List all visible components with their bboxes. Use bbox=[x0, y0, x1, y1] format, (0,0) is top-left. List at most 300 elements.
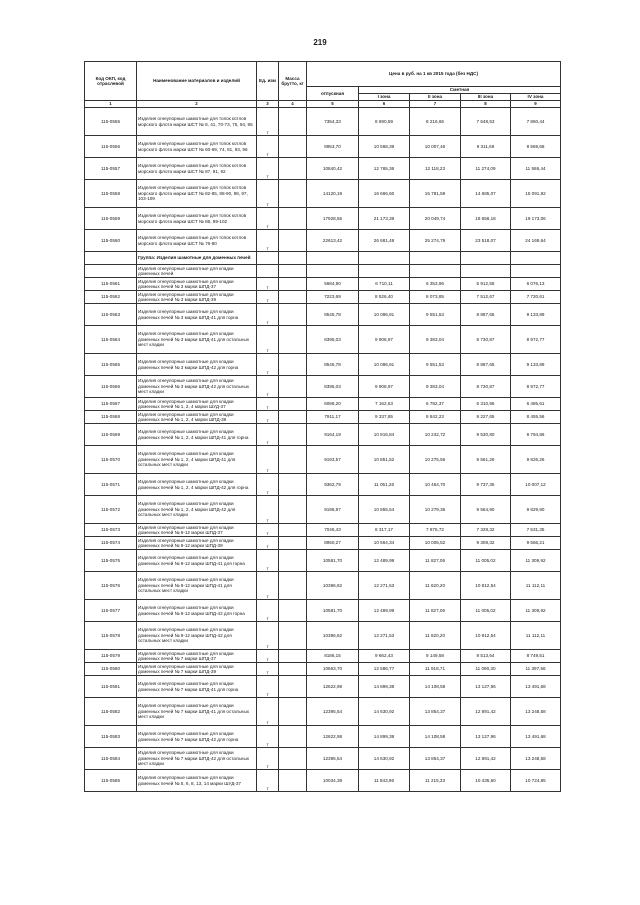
price-zone-4: 9 794,86 bbox=[511, 424, 561, 446]
price-zone-1: 10 816,84 bbox=[359, 424, 410, 446]
item-mass bbox=[279, 748, 307, 770]
price-zone-1: 6 710,11 bbox=[359, 278, 410, 291]
price-zone-2: 10 279,36 bbox=[410, 496, 461, 524]
price-zone-1: 10 855,54 bbox=[359, 496, 410, 524]
header-code: Код ОКП, код отраслевой bbox=[85, 62, 137, 101]
price-zone-4: 15 091,92 bbox=[511, 180, 561, 208]
price-zone-3: 11 090,30 bbox=[461, 663, 511, 676]
price-zone-2: 15 781,59 bbox=[410, 180, 461, 208]
item-code: 115-0565 bbox=[85, 354, 137, 376]
price-zone-2: 9 551,53 bbox=[410, 354, 461, 376]
price-zone-2: 7 875,72 bbox=[410, 524, 461, 537]
price-zone-2: 9 149,58 bbox=[410, 650, 461, 663]
table-row bbox=[85, 524, 561, 537]
price-zone-3: 8 730,87 bbox=[461, 376, 511, 398]
item-mass bbox=[279, 676, 307, 698]
table-row bbox=[85, 663, 561, 676]
price-zone-4: 9 566,21 bbox=[511, 537, 561, 550]
price-zone-3: 23 518,07 bbox=[461, 230, 511, 252]
price-zone-2: 11 827,06 bbox=[410, 550, 461, 572]
price-release: 10396,62 bbox=[307, 572, 359, 600]
table-row bbox=[85, 676, 561, 698]
item-code bbox=[85, 265, 137, 278]
price-release: 7046,43 bbox=[307, 524, 359, 537]
item-name: Изделия огнеупорные шамотные для топок котлов морского флота марки ШСТ № 8, 41, 70-73, 75, 94, 95 bbox=[137, 108, 257, 136]
table-row bbox=[85, 770, 561, 792]
price-zone-4: 8 972,77 bbox=[511, 326, 561, 354]
price-zone-1: 16 666,60 bbox=[359, 180, 410, 208]
item-code: 115-0579 bbox=[85, 650, 137, 663]
table-row bbox=[85, 726, 561, 748]
item-mass bbox=[279, 291, 307, 304]
item-mass bbox=[279, 698, 307, 726]
item-name: Изделия огнеупорные шамотные для топок котлов морского флота марки ШСТ № 87, 91, 92 bbox=[137, 158, 257, 180]
price-zone-1: 12 586,77 bbox=[359, 663, 410, 676]
price-zone-2: 10 464,70 bbox=[410, 474, 461, 496]
price-zone-2: 8 216,66 bbox=[410, 108, 461, 136]
item-mass bbox=[279, 108, 307, 136]
table-row bbox=[85, 291, 561, 304]
price-zone-3: 7 512,67 bbox=[461, 291, 511, 304]
price-zone-2: 11 620,20 bbox=[410, 572, 461, 600]
price-zone-3: 7 328,32 bbox=[461, 524, 511, 537]
item-unit: т bbox=[257, 136, 279, 158]
item-code: 115-0567 bbox=[85, 398, 137, 411]
price-zone-1: 11 051,26 bbox=[359, 474, 410, 496]
item-mass bbox=[279, 398, 307, 411]
item-name: Изделия огнеупорные шамотные для кладки доменных печей № 3 марки ШПД-41 для остальных мест кладки bbox=[137, 326, 257, 354]
item-code: 115-0574 bbox=[85, 537, 137, 550]
price-zone-4: 8 749,51 bbox=[511, 650, 561, 663]
item-name: Изделия огнеупорные шамотные для кладки доменных печей bbox=[137, 265, 257, 278]
item-unit: т bbox=[257, 474, 279, 496]
price-zone-2: 11 620,20 bbox=[410, 622, 461, 650]
table-row bbox=[85, 230, 561, 252]
price-release: 10840,42 bbox=[307, 158, 359, 180]
table-row bbox=[85, 622, 561, 650]
price-zone-4: 7 720,61 bbox=[511, 291, 561, 304]
price-zone-1: 12 489,99 bbox=[359, 600, 410, 622]
item-code: 115-0555 bbox=[85, 108, 137, 136]
price-zone-2 bbox=[410, 252, 461, 265]
table-row bbox=[85, 108, 561, 136]
price-zone-4: 9 829,90 bbox=[511, 496, 561, 524]
table-row bbox=[85, 265, 561, 278]
price-zone-1: 10 564,34 bbox=[359, 537, 410, 550]
item-unit: т bbox=[257, 663, 279, 676]
table-row bbox=[85, 496, 561, 524]
price-release: 12395,54 bbox=[307, 698, 359, 726]
table-row bbox=[85, 474, 561, 496]
price-zone-1: 14 899,38 bbox=[359, 726, 410, 748]
item-unit: т bbox=[257, 600, 279, 622]
item-unit: т bbox=[257, 572, 279, 600]
item-code: 115-0572 bbox=[85, 496, 137, 524]
item-unit: т bbox=[257, 537, 279, 550]
item-name: Изделия огнеупорные шамотные для кладки доменных печей № 9-12 марки ШПД-41 для горна bbox=[137, 550, 257, 572]
price-zone-3: 10 812,54 bbox=[461, 572, 511, 600]
item-unit: т bbox=[257, 326, 279, 354]
price-zone-4: 19 173,06 bbox=[511, 208, 561, 230]
price-zone-1: 10 851,52 bbox=[359, 446, 410, 474]
price-zone-3: 12 891,42 bbox=[461, 698, 511, 726]
item-name: Изделия огнеупорные шамотные для кладки доменных печей № 1, 2, 4 марки ШПД-41 для остальных мест кладки bbox=[137, 446, 257, 474]
price-zone-4: 8 972,77 bbox=[511, 376, 561, 398]
price-zone-1: 14 630,92 bbox=[359, 698, 410, 726]
item-code: 115-0573 bbox=[85, 524, 137, 537]
price-zone-1: 10 568,39 bbox=[359, 136, 410, 158]
price-zone-1: 9 908,97 bbox=[359, 376, 410, 398]
item-mass bbox=[279, 136, 307, 158]
table-body bbox=[85, 108, 561, 792]
item-unit: т bbox=[257, 496, 279, 524]
item-unit: т bbox=[257, 208, 279, 230]
price-zone-2: 11 918,71 bbox=[410, 663, 461, 676]
column-numbers-row bbox=[85, 101, 561, 108]
item-mass bbox=[279, 265, 307, 278]
price-zone-4: 10 724,85 bbox=[511, 770, 561, 792]
item-code: 115-0581 bbox=[85, 676, 137, 698]
price-zone-1: 9 662,43 bbox=[359, 650, 410, 663]
item-code: 115-0562 bbox=[85, 291, 137, 304]
item-name: Изделия огнеупорные шамотные для топок котлов морского флота марки ШСТ № 60-69, 74, 81, 93, 96 bbox=[137, 136, 257, 158]
price-release: 9196,97 bbox=[307, 496, 359, 524]
price-zone-2: 10 007,46 bbox=[410, 136, 461, 158]
price-zone-3: 10 435,60 bbox=[461, 770, 511, 792]
item-unit: т bbox=[257, 676, 279, 698]
group-row bbox=[85, 252, 561, 265]
table-row bbox=[85, 650, 561, 663]
price-release: 10034,39 bbox=[307, 770, 359, 792]
item-code: 115-0559 bbox=[85, 208, 137, 230]
item-mass bbox=[279, 180, 307, 208]
price-zone-2: 10 242,72 bbox=[410, 424, 461, 446]
item-name: Изделия огнеупорные шамотные для топок котлов морского флота марки ШСТ № 82-85, 88-90, 98, 97, 103-109 bbox=[137, 180, 257, 208]
price-zone-2: 6 353,96 bbox=[410, 278, 461, 291]
col-number: 8 bbox=[461, 101, 511, 108]
header-zone-3: III зона bbox=[461, 94, 511, 101]
price-zone-3: 6 310,96 bbox=[461, 398, 511, 411]
item-name: Изделия огнеупорные шамотные для кладки доменных печей № 3 марки ШПД-37 bbox=[137, 278, 257, 291]
price-release: 8395,03 bbox=[307, 326, 359, 354]
price-zone-3: 8 887,65 bbox=[461, 304, 511, 326]
price-zone-3: 9 561,26 bbox=[461, 446, 511, 474]
item-name: Изделия огнеупорные шамотные для кладки доменных печей № 5, 6, 8, 13, 14 марки ШУД-37 bbox=[137, 770, 257, 792]
price-release: 8545,78 bbox=[307, 304, 359, 326]
col-number: 4 bbox=[279, 101, 307, 108]
item-unit: т bbox=[257, 770, 279, 792]
price-zone-1: 12 765,36 bbox=[359, 158, 410, 180]
col-number: 1 bbox=[85, 101, 137, 108]
item-mass bbox=[279, 424, 307, 446]
price-zone-3: 5 912,55 bbox=[461, 278, 511, 291]
price-zone-4: 11 586,44 bbox=[511, 158, 561, 180]
price-zone-1: 9 908,97 bbox=[359, 326, 410, 354]
price-zone-4: 9 133,89 bbox=[511, 354, 561, 376]
price-release: 10663,70 bbox=[307, 663, 359, 676]
price-zone-1: 26 681,48 bbox=[359, 230, 410, 252]
item-name: Изделия огнеупорные шамотные для кладки доменных печей № 7 марки ШПД-41 для остальных мест кладки bbox=[137, 698, 257, 726]
price-zone-1 bbox=[359, 252, 410, 265]
item-code bbox=[85, 252, 137, 265]
item-unit: т bbox=[257, 180, 279, 208]
price-zone-4: 13 248,58 bbox=[511, 698, 561, 726]
table-row bbox=[85, 208, 561, 230]
price-zone-4: 7 860,44 bbox=[511, 108, 561, 136]
item-name: Изделия огнеупорные шамотные для кладки доменных печей № 7 марки ШПД-37 bbox=[137, 650, 257, 663]
table-row bbox=[85, 446, 561, 474]
item-name: Изделия огнеупорные шамотные для кладки доменных печей № 9-12 марки ШПД-42 для горна bbox=[137, 600, 257, 622]
item-code: 115-0585 bbox=[85, 770, 137, 792]
item-name: Изделия огнеупорные шамотные для кладки доменных печей № 3 марки ШПД-39 bbox=[137, 291, 257, 304]
item-mass bbox=[279, 600, 307, 622]
item-unit: т bbox=[257, 550, 279, 572]
item-mass bbox=[279, 726, 307, 748]
price-zone-2: 9 551,53 bbox=[410, 304, 461, 326]
price-release: 8953,70 bbox=[307, 136, 359, 158]
item-name: Изделия огнеупорные шамотные для кладки доменных печей № 1, 2, 4 марки ШПД-42 для остальных мест кладки bbox=[137, 496, 257, 524]
price-release: 7354,33 bbox=[307, 108, 359, 136]
price-zone-1: 12 489,99 bbox=[359, 550, 410, 572]
item-mass bbox=[279, 572, 307, 600]
table-row bbox=[85, 748, 561, 770]
header-name: Наименование материалов и изделий bbox=[137, 62, 257, 101]
item-unit: т bbox=[257, 291, 279, 304]
price-zone-1: 8 526,40 bbox=[359, 291, 410, 304]
header-mass: Масса брутто, кг bbox=[279, 62, 307, 101]
table-row bbox=[85, 136, 561, 158]
item-mass bbox=[279, 770, 307, 792]
item-name: Изделия огнеупорные шамотные для кладки доменных печей № 9-12 марки ШПД-39 bbox=[137, 537, 257, 550]
page-number: 219 bbox=[313, 38, 327, 47]
item-unit: т bbox=[257, 622, 279, 650]
col-number: 6 bbox=[359, 101, 410, 108]
item-code: 115-0576 bbox=[85, 572, 137, 600]
price-zone-4: 11 397,56 bbox=[511, 663, 561, 676]
item-mass bbox=[279, 326, 307, 354]
price-zone-2: 10 275,56 bbox=[410, 446, 461, 474]
header-zone-1: I зона bbox=[359, 94, 410, 101]
item-code: 115-0584 bbox=[85, 748, 137, 770]
price-zone-3: 8 887,65 bbox=[461, 354, 511, 376]
price-zone-3: 13 127,96 bbox=[461, 726, 511, 748]
item-mass bbox=[279, 622, 307, 650]
item-mass bbox=[279, 354, 307, 376]
table-row bbox=[85, 411, 561, 424]
table-row bbox=[85, 600, 561, 622]
price-release: 9362,79 bbox=[307, 474, 359, 496]
price-zone-4: 9 133,89 bbox=[511, 304, 561, 326]
price-release: 22613,42 bbox=[307, 230, 359, 252]
price-zone-4: 7 531,35 bbox=[511, 524, 561, 537]
price-zone-3: 13 127,96 bbox=[461, 676, 511, 698]
price-zone-2: 10 005,52 bbox=[410, 537, 461, 550]
price-zone-3 bbox=[461, 265, 511, 278]
price-zone-2: 11 827,06 bbox=[410, 600, 461, 622]
price-zone-1: 14 630,92 bbox=[359, 748, 410, 770]
item-mass bbox=[279, 252, 307, 265]
price-zone-2: 14 108,58 bbox=[410, 726, 461, 748]
price-zone-3: 11 005,02 bbox=[461, 600, 511, 622]
price-zone-1: 11 843,96 bbox=[359, 770, 410, 792]
item-unit: т bbox=[257, 230, 279, 252]
item-name: Изделия огнеупорные шамотные для кладки доменных печей № 3 марки ШПД-42 для горна bbox=[137, 354, 257, 376]
price-zone-4: 9 826,26 bbox=[511, 446, 561, 474]
price-zone-1: 9 337,85 bbox=[359, 411, 410, 424]
item-mass bbox=[279, 537, 307, 550]
price-release: 17928,56 bbox=[307, 208, 359, 230]
price-release: 10581,70 bbox=[307, 550, 359, 572]
item-name: Изделия огнеупорные шамотные для кладки доменных печей № 9-12 марки ШПД-42 для остальных мест кладки bbox=[137, 622, 257, 650]
price-table bbox=[84, 61, 561, 792]
price-zone-4: 13 491,68 bbox=[511, 726, 561, 748]
price-zone-2: 14 108,58 bbox=[410, 676, 461, 698]
price-zone-1: 21 173,39 bbox=[359, 208, 410, 230]
item-unit bbox=[257, 252, 279, 265]
price-zone-1: 14 899,38 bbox=[359, 676, 410, 698]
price-zone-4 bbox=[511, 252, 561, 265]
item-code: 115-0561 bbox=[85, 278, 137, 291]
item-code: 115-0580 bbox=[85, 663, 137, 676]
item-unit: т bbox=[257, 524, 279, 537]
item-code: 115-0556 bbox=[85, 136, 137, 158]
table-row bbox=[85, 376, 561, 398]
price-zone-3: 11 274,09 bbox=[461, 158, 511, 180]
price-zone-4: 24 169,64 bbox=[511, 230, 561, 252]
price-release bbox=[307, 265, 359, 278]
item-code: 115-0583 bbox=[85, 726, 137, 748]
price-release: 8186,15 bbox=[307, 650, 359, 663]
item-name: Изделия огнеупорные шамотные для кладки доменных печей № 7 марки ШПД-41 для горна bbox=[137, 676, 257, 698]
price-zone-3: 10 812,54 bbox=[461, 622, 511, 650]
price-zone-4: 11 112,11 bbox=[511, 622, 561, 650]
price-release: 14120,19 bbox=[307, 180, 359, 208]
price-zone-2 bbox=[410, 265, 461, 278]
item-name: Изделия огнеупорные шамотные для кладки доменных печей № 1, 2, 4 марки ШПД-41 для горна bbox=[137, 424, 257, 446]
item-mass bbox=[279, 278, 307, 291]
price-zone-3: 9 311,69 bbox=[461, 136, 511, 158]
item-mass bbox=[279, 524, 307, 537]
price-zone-4 bbox=[511, 265, 561, 278]
item-unit: т bbox=[257, 398, 279, 411]
item-mass bbox=[279, 663, 307, 676]
header-release: отпускная bbox=[307, 87, 359, 101]
price-release bbox=[307, 252, 359, 265]
price-release: 8950,27 bbox=[307, 537, 359, 550]
col-number: 7 bbox=[410, 101, 461, 108]
item-mass bbox=[279, 550, 307, 572]
item-unit: т bbox=[257, 108, 279, 136]
item-unit: т bbox=[257, 304, 279, 326]
item-mass bbox=[279, 208, 307, 230]
item-code: 115-0577 bbox=[85, 600, 137, 622]
price-release: 12622,98 bbox=[307, 726, 359, 748]
price-release: 5684,90 bbox=[307, 278, 359, 291]
price-zone-2: 8 842,23 bbox=[410, 411, 461, 424]
item-name: Изделия огнеупорные шамотные для кладки доменных печей № 9-12 марки ШПД-37 bbox=[137, 524, 257, 537]
item-unit bbox=[257, 265, 279, 278]
item-code: 115-0557 bbox=[85, 158, 137, 180]
price-zone-4: 9 569,68 bbox=[511, 136, 561, 158]
price-zone-4: 11 309,92 bbox=[511, 600, 561, 622]
price-release: 8395,03 bbox=[307, 376, 359, 398]
price-zone-2: 25 274,79 bbox=[410, 230, 461, 252]
price-zone-1: 8 690,59 bbox=[359, 108, 410, 136]
price-zone-3: 14 685,07 bbox=[461, 180, 511, 208]
item-unit: т bbox=[257, 424, 279, 446]
item-name: Изделия огнеупорные шамотные для кладки доменных печей № 7 марки ШПД-42 для горна bbox=[137, 726, 257, 748]
col-number: 3 bbox=[257, 101, 279, 108]
item-unit: т bbox=[257, 698, 279, 726]
item-mass bbox=[279, 230, 307, 252]
item-mass bbox=[279, 304, 307, 326]
item-unit: т bbox=[257, 726, 279, 748]
price-zone-3: 8 730,87 bbox=[461, 326, 511, 354]
item-code: 115-0560 bbox=[85, 230, 137, 252]
item-name: Группа: Изделия шамотные для доменных печей bbox=[137, 252, 257, 265]
item-name: Изделия огнеупорные шамотные для топок котлов морского флота марки ШСТ № 76-80 bbox=[137, 230, 257, 252]
col-number: 2 bbox=[137, 101, 257, 108]
item-code: 115-0570 bbox=[85, 446, 137, 474]
table-row bbox=[85, 304, 561, 326]
header-price-title: Цена в руб. на 1 кв 2015 года (без НДС) bbox=[307, 62, 561, 87]
price-release: 7911,17 bbox=[307, 411, 359, 424]
price-zone-4: 13 491,68 bbox=[511, 676, 561, 698]
price-zone-2: 9 383,04 bbox=[410, 376, 461, 398]
item-code: 115-0582 bbox=[85, 698, 137, 726]
item-name: Изделия огнеупорные шамотные для кладки доменных печей № 3 марки ШПД-41 для горна bbox=[137, 304, 257, 326]
table-row bbox=[85, 398, 561, 411]
price-zone-2: 12 118,23 bbox=[410, 158, 461, 180]
header-estimate: Сметная bbox=[359, 87, 561, 94]
header-unit: Ед. изм bbox=[257, 62, 279, 101]
item-name: Изделия огнеупорные шамотные для кладки доменных печей № 1, 2, 4 марки ШУД-37 bbox=[137, 398, 257, 411]
item-mass bbox=[279, 411, 307, 424]
price-release: 12622,98 bbox=[307, 676, 359, 698]
price-zone-3: 9 530,80 bbox=[461, 424, 511, 446]
item-unit: т bbox=[257, 354, 279, 376]
table-row bbox=[85, 572, 561, 600]
item-mass bbox=[279, 474, 307, 496]
price-zone-4: 6 076,13 bbox=[511, 278, 561, 291]
price-zone-2: 11 215,33 bbox=[410, 770, 461, 792]
item-code: 115-0563 bbox=[85, 304, 137, 326]
price-zone-4: 10 007,12 bbox=[511, 474, 561, 496]
col-number: 5 bbox=[307, 101, 359, 108]
table-row bbox=[85, 180, 561, 208]
item-name: Изделия огнеупорные шамотные для кладки доменных печей № 9-12 марки ШПД-41 для остальных мест кладки bbox=[137, 572, 257, 600]
price-release: 10396,62 bbox=[307, 622, 359, 650]
price-zone-3: 9 564,90 bbox=[461, 496, 511, 524]
item-name: Изделия огнеупорные шамотные для кладки доменных печей № 1, 2, 4 марки ШПД-39 bbox=[137, 411, 257, 424]
item-code: 115-0569 bbox=[85, 424, 137, 446]
item-code: 115-0571 bbox=[85, 474, 137, 496]
header-zone-2: II зона bbox=[410, 94, 461, 101]
item-name: Изделия огнеупорные шамотные для топок котлов морского флота марки ШСТ № 86, 99-102 bbox=[137, 208, 257, 230]
table-row bbox=[85, 537, 561, 550]
item-mass bbox=[279, 650, 307, 663]
price-zone-1: 12 271,53 bbox=[359, 572, 410, 600]
item-code: 115-0564 bbox=[85, 326, 137, 354]
item-unit: т bbox=[257, 411, 279, 424]
item-mass bbox=[279, 446, 307, 474]
price-zone-1: 10 086,91 bbox=[359, 304, 410, 326]
price-zone-3: 8 513,64 bbox=[461, 650, 511, 663]
price-zone-1: 10 086,91 bbox=[359, 354, 410, 376]
header-zone-4: IV зона bbox=[511, 94, 561, 101]
price-zone-2: 9 383,04 bbox=[410, 326, 461, 354]
table-row bbox=[85, 326, 561, 354]
